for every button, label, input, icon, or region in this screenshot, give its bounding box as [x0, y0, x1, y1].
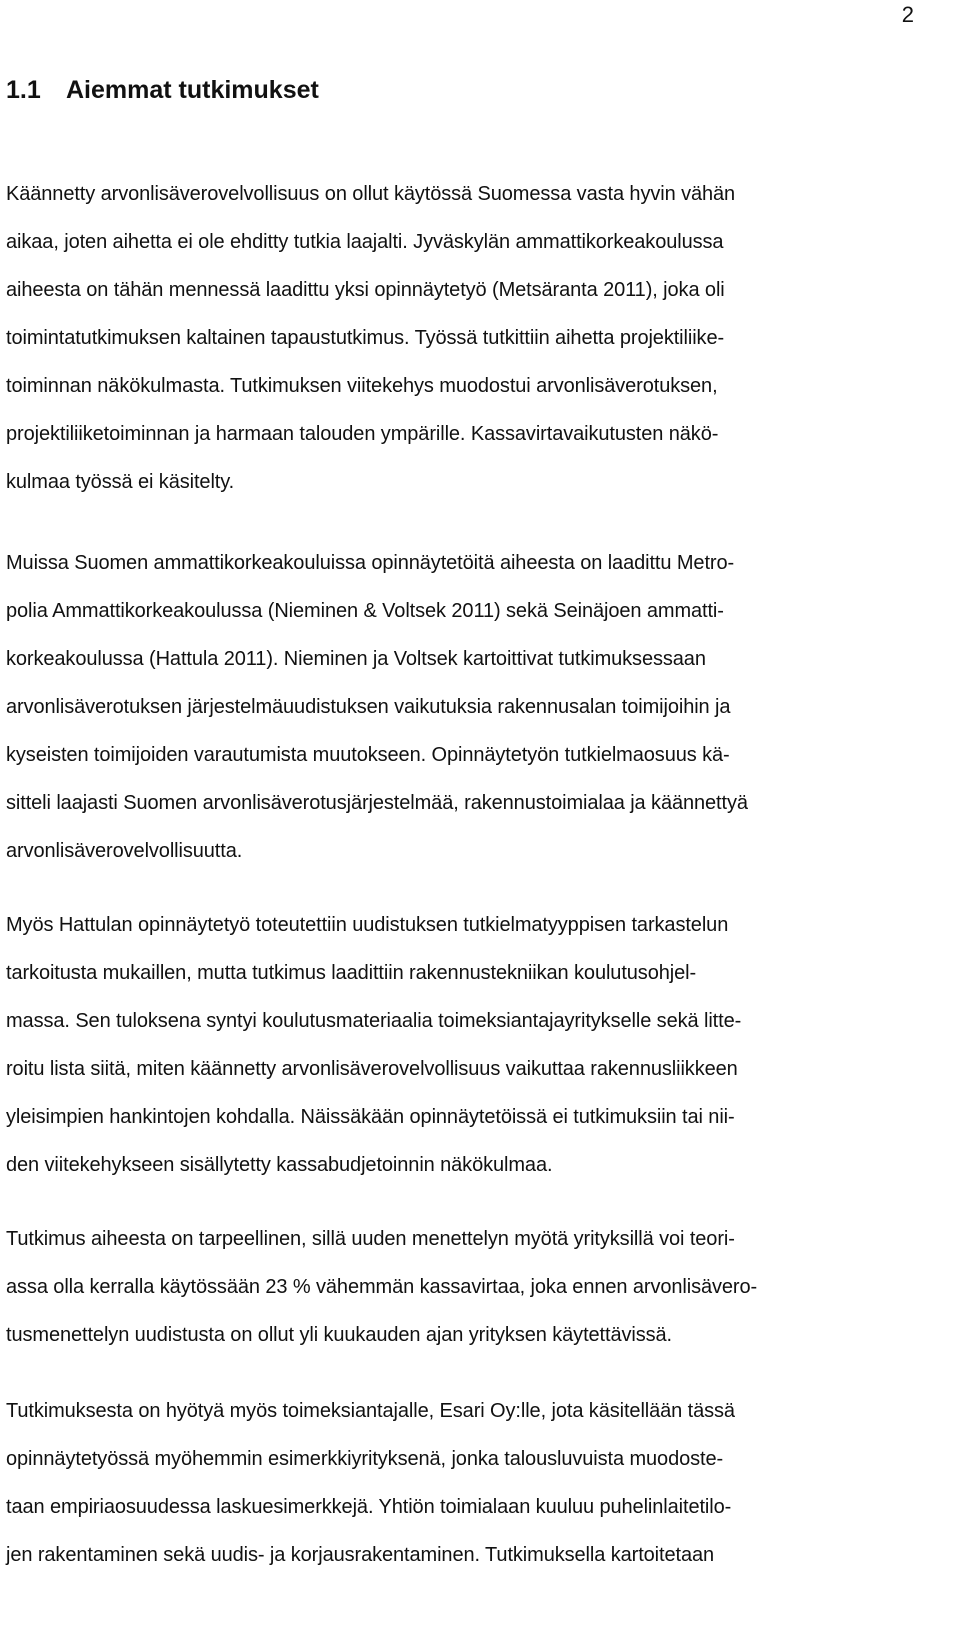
- text-line: taan empiriaosuudessa laskuesimerkkejä. Yhtiön toimialaan kuuluu puhelinlaitetilo-: [6, 1496, 732, 1518]
- text-line: toiminnan näkökulmasta. Tutkimuksen viitekehys muodostui arvonlisäverotuksen,: [6, 375, 718, 397]
- text-line: kulmaa työssä ei käsitelty.: [6, 471, 235, 493]
- text-line: arvonlisäverovelvollisuutta.: [6, 840, 243, 862]
- text-line: Muissa Suomen ammattikorkeakouluissa opinnäytetöitä aiheesta on laadittu Metro-: [6, 552, 735, 574]
- text-line: Tutkimus aiheesta on tarpeellinen, sillä uuden menettelyn myötä yrityksillä voi teori-: [6, 1228, 735, 1250]
- page-number: 2: [901, 2, 914, 27]
- text-line: massa. Sen tuloksena syntyi koulutusmateriaalia toimeksiantajayritykselle sekä litte-: [6, 1010, 742, 1032]
- section-title: Aiemmat tutkimukset: [66, 76, 319, 104]
- text-line: opinnäytetyössä myöhemmin esimerkkiyrityksenä, jonka talousluvuista muodoste-: [6, 1448, 724, 1470]
- text-line: polia Ammattikorkeakoulussa (Nieminen & Voltsek 2011) sekä Seinäjoen ammatti-: [6, 600, 724, 622]
- text-line: roitu lista siitä, miten käännetty arvonlisäverovelvollisuus vaikuttaa rakennusliikkeen: [6, 1058, 738, 1080]
- text-line: den viitekehykseen sisällytetty kassabudjetoinnin näkökulmaa.: [6, 1154, 553, 1176]
- text-line: tarkoitusta mukaillen, mutta tutkimus laadittiin rakennustekniikan koulutusohjel-: [6, 962, 697, 984]
- text-line: yleisimpien hankintojen kohdalla. Näissäkään opinnäytetöissä ei tutkimuksiin tai nii-: [6, 1106, 735, 1128]
- text-line: Myös Hattulan opinnäytetyö toteutettiin uudistuksen tutkielmatyyppisen tarkastelun: [6, 914, 729, 936]
- text-line: korkeakoulussa (Hattula 2011). Nieminen ja Voltsek kartoittivat tutkimuksessaan: [6, 648, 706, 670]
- text-line: toimintatutkimuksen kaltainen tapaustutkimus. Työssä tutkittiin aihetta projektiliike-: [6, 327, 725, 349]
- text-line: aikaa, joten aihetta ei ole ehditty tutkia laajalti. Jyväskylän ammattikorkeakoulussa: [6, 231, 724, 253]
- text-line: aiheesta on tähän mennessä laadittu yksi opinnäytetyö (Metsäranta 2011), joka oli: [6, 279, 725, 301]
- section-number: 1.1: [6, 76, 41, 104]
- section-heading: [6, 75, 319, 105]
- text-line: jen rakentaminen sekä uudis- ja korjausrakentaminen. Tutkimuksella kartoitetaan: [6, 1544, 715, 1566]
- text-line: assa olla kerralla käytössään 23 % vähemmän kassavirtaa, joka ennen arvonlisävero-: [6, 1276, 758, 1298]
- text-line: Tutkimuksesta on hyötyä myös toimeksiantajalle, Esari Oy:lle, jota käsitellään tässä: [6, 1400, 735, 1422]
- text-line: sitteli laajasti Suomen arvonlisäverotusjärjestelmää, rakennustoimialaa ja käännettyä: [6, 792, 748, 814]
- text-line: projektiliiketoiminnan ja harmaan talouden ympärille. Kassavirtavaikutusten näkö-: [6, 423, 719, 445]
- text-line: kyseisten toimijoiden varautumista muutokseen. Opinnäytetyön tutkielmaosuus kä-: [6, 744, 730, 766]
- text-line: arvonlisäverotuksen järjestelmäuudistuksen vaikutuksia rakennusalan toimijoihin ja: [6, 696, 731, 718]
- text-line: Käännetty arvonlisäverovelvollisuus on ollut käytössä Suomessa vasta hyvin vähän: [6, 183, 736, 205]
- text-line: tusmenettelyn uudistusta on ollut yli kuukauden ajan yrityksen käytettävissä.: [6, 1324, 673, 1346]
